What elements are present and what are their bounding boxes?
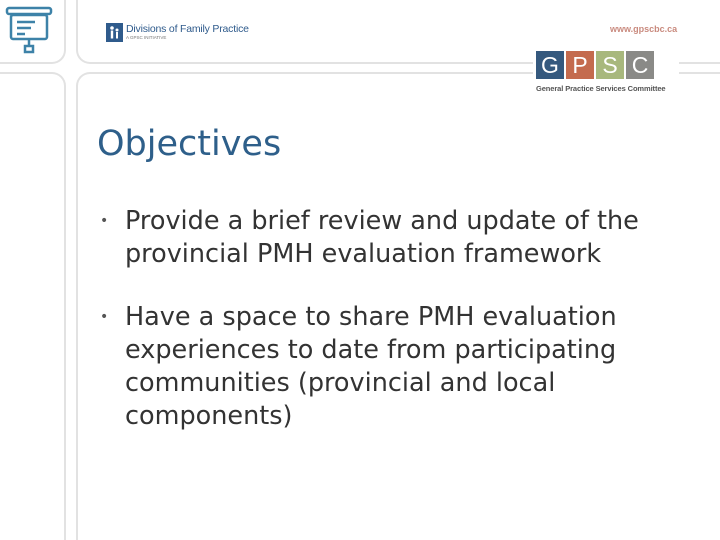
gpsc-tile-g: G bbox=[536, 51, 564, 79]
bullet-text: Have a space to share PMH evaluation experiences to date from participating communities (provincial and local components) bbox=[125, 302, 617, 431]
bullet-dot-icon: • bbox=[100, 213, 109, 229]
bullet-text: Provide a brief review and update of the provincial PMH evaluation framework bbox=[125, 206, 639, 269]
bullet-item bbox=[97, 301, 707, 433]
slide-title: Objectives bbox=[97, 124, 282, 164]
side-panel bbox=[0, 72, 66, 540]
divisions-logo-name: Divisions of Family Practice bbox=[126, 22, 249, 35]
divisions-logo-subtitle: A GPSC INITIATIVE bbox=[126, 35, 167, 40]
gpsc-url[interactable]: www.gpscbc.ca bbox=[610, 24, 678, 34]
bullet-dot-icon: • bbox=[100, 309, 109, 325]
gpsc-caption: General Practice Services Committee bbox=[536, 84, 666, 93]
gpsc-tile-s: S bbox=[596, 51, 624, 79]
divisions-of-family-practice-logo bbox=[106, 22, 249, 42]
family-figures-icon bbox=[106, 23, 123, 42]
bullet-list bbox=[97, 205, 707, 463]
presentation-board-icon bbox=[5, 4, 55, 54]
corner-panel bbox=[0, 0, 66, 64]
gpsc-logo bbox=[533, 49, 679, 95]
gpsc-tile-c: C bbox=[626, 51, 654, 79]
gpsc-tile-p: P bbox=[566, 51, 594, 79]
bullet-item bbox=[97, 205, 707, 271]
